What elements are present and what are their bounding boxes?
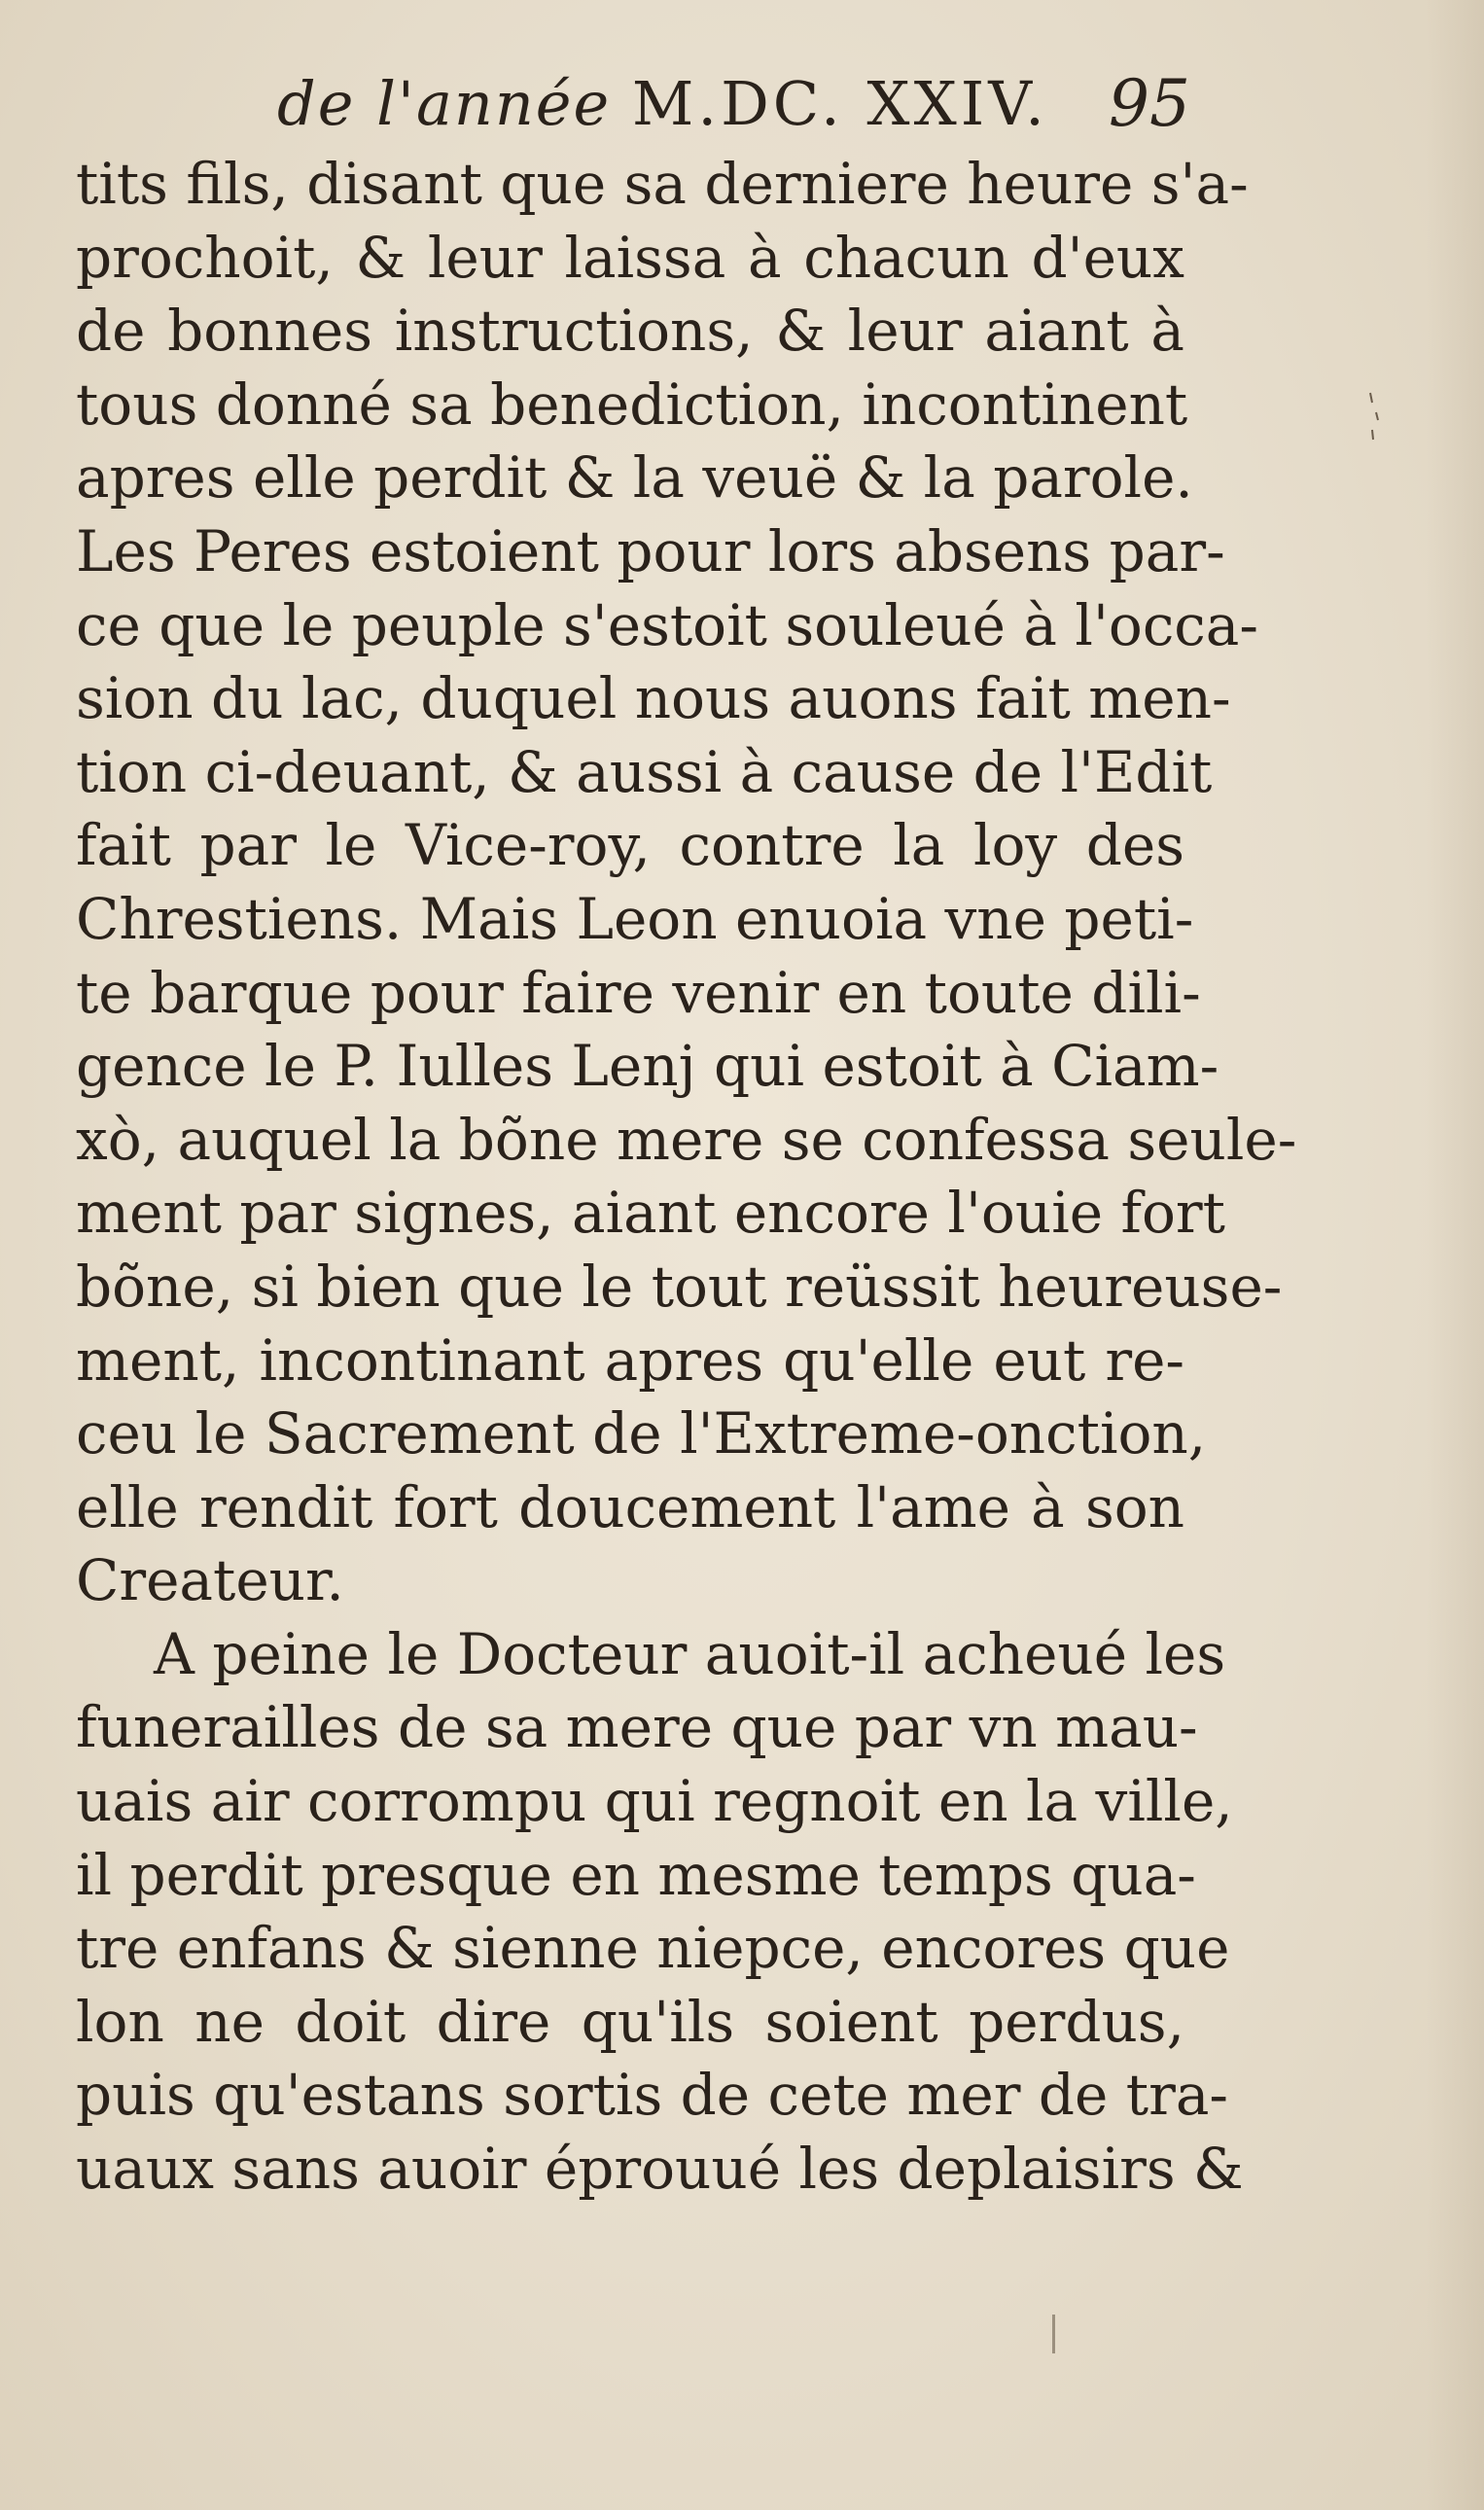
text-line: sion du lac, duquel nous auons fait men- <box>76 665 1231 732</box>
text-line: apres elle perdit & la veuë & la parole. <box>76 444 1193 512</box>
text-line: puis qu'estans sortis de cete mer de tra- <box>76 2062 1229 2129</box>
text-line: ment par signes, aiant encore l'ouie fort <box>76 1180 1225 1247</box>
text-line: de bonnes instructions, & leur aiant à <box>76 298 1184 365</box>
text-line: fait par le Vice-roy, contre la loy des <box>76 812 1184 879</box>
text-line: tits fils, disant que sa derniere heure s'a- <box>76 151 1249 217</box>
text-line: tion ci-deuant, & aussi à cause de l'Edit <box>76 738 1213 805</box>
text-line: Les Peres estoient pour lors absens par- <box>76 517 1225 584</box>
text-line: il perdit presque en mesme temps qua- <box>76 1841 1196 1908</box>
text-line: tre enfans & sienne niepce, encores que <box>76 1915 1230 1982</box>
paper-stray-mark <box>1052 2315 1055 2353</box>
running-head <box>0 58 1484 146</box>
text-line: gence le P. Iulles Lenj qui estoit à Ciam- <box>76 1033 1219 1100</box>
text-line: elle rendit fort doucement l'ame à son <box>76 1473 1184 1540</box>
text-line: ment, incontinant apres qu'elle eut re- <box>76 1326 1184 1394</box>
text-line: xò, auquel la bõne mere se confessa seule- <box>76 1106 1297 1173</box>
body-text <box>76 148 1297 2207</box>
text-line: uaux sans auoir éprouué les deplaisirs & <box>76 2136 1244 2203</box>
text-line-paragraph-end: Createur. <box>76 1547 344 1614</box>
text-line: tous donné sa benediction, incontinent <box>76 371 1188 438</box>
text-line: Chrestiens. Mais Leon enuoia vne peti- <box>76 885 1194 952</box>
text-line: uais air corrompu qui regnoit en la ville, <box>76 1768 1233 1835</box>
text-line: bõne, si bien que le tout reüssit heureuse- <box>76 1253 1283 1320</box>
running-head-title <box>277 68 1048 139</box>
running-head-year: M.DC. XXIV. <box>631 68 1048 139</box>
text-line-paragraph-start: A peine le Docteur auoit-il acheué les <box>154 1620 1226 1687</box>
text-line: lon ne doit dire qu'ils soient perdus, <box>76 1988 1184 2055</box>
paper-speck-marks <box>1366 389 1386 447</box>
text-line: ceu le Sacrement de l'Extreme-onction, <box>76 1400 1207 1467</box>
text-line: prochoit, & leur laissa à chacun d'eux <box>76 224 1184 291</box>
text-line: funerailles de sa mere que par vn mau- <box>76 1694 1198 1761</box>
running-head-prefix: de l'année <box>277 68 612 139</box>
text-line: ce que le peuple s'estoit souleué à l'occa- <box>76 591 1258 658</box>
text-line: te barque pour faire venir en toute dili- <box>76 959 1201 1026</box>
page-number: 95 <box>1109 66 1190 141</box>
